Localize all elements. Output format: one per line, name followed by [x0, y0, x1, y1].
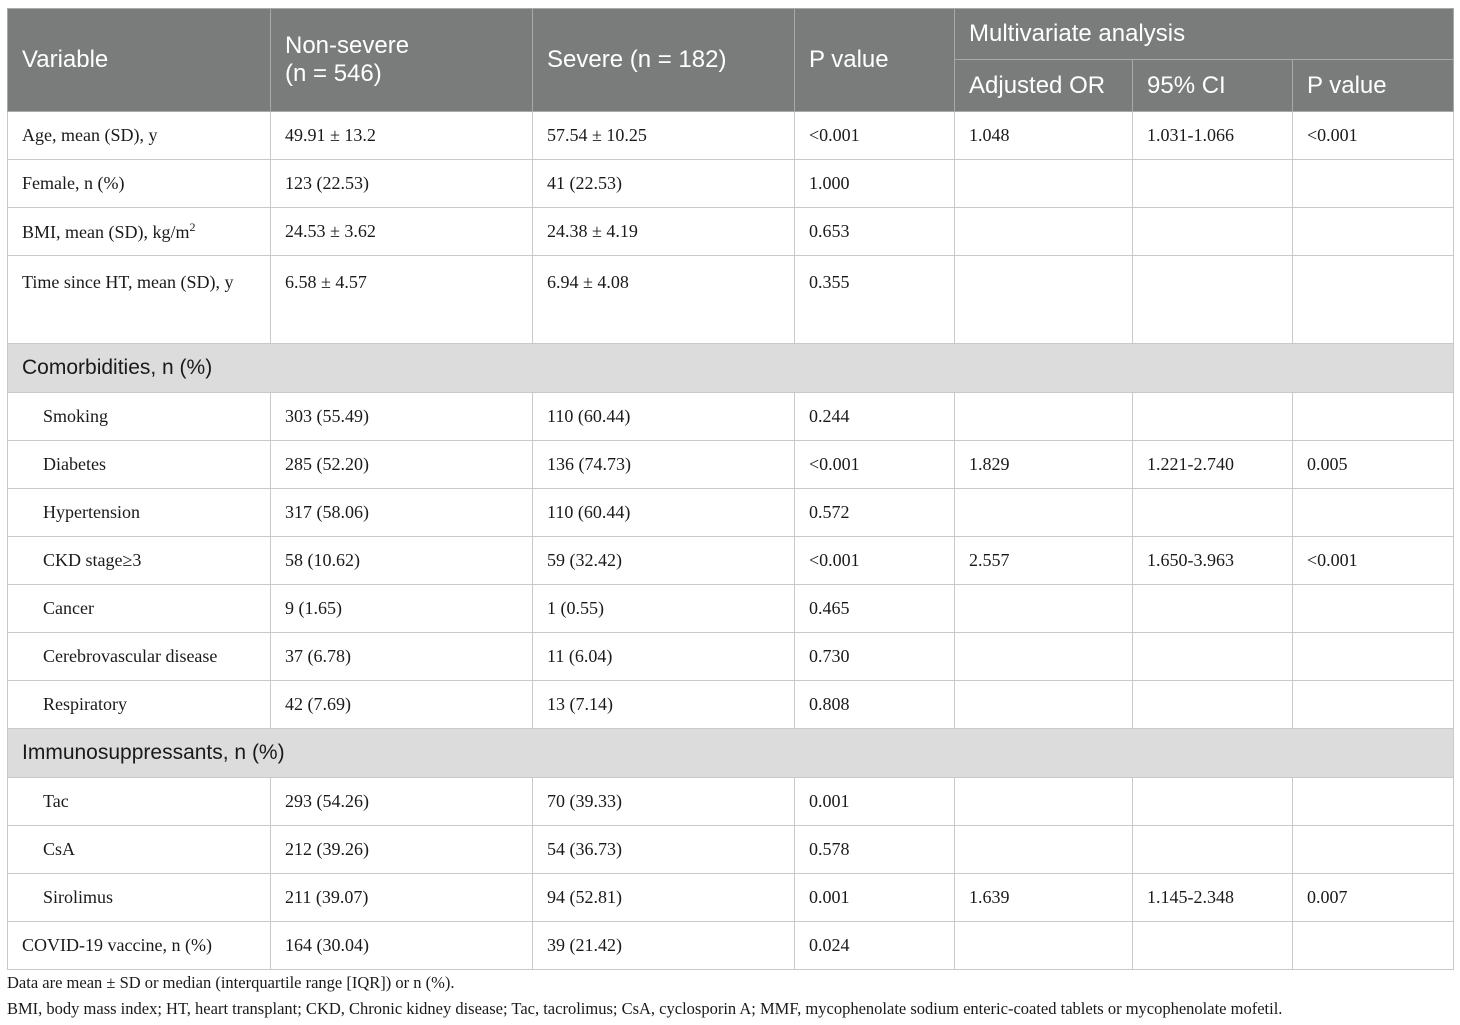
cell-ci [1133, 681, 1293, 729]
cell-variable [8, 489, 271, 537]
cell-p-value: 0.653 [795, 208, 955, 256]
cell-p-value: 0.024 [795, 922, 955, 970]
cell-severe: 39 (21.42) [533, 922, 795, 970]
variable-label: Hypertension [43, 502, 140, 522]
cell-variable [8, 393, 271, 441]
cell-adjusted-or: 1.639 [955, 874, 1133, 922]
table-notes [7, 970, 1453, 1022]
cell-severe: 6.94 ± 4.08 [533, 256, 795, 344]
cell-adjusted-or [955, 633, 1133, 681]
cell-adjusted-or [955, 922, 1133, 970]
cell-variable [8, 778, 271, 826]
cell-ci [1133, 256, 1293, 344]
cell-multi-p-value [1293, 489, 1454, 537]
cell-variable [8, 537, 271, 585]
cell-variable [8, 922, 271, 970]
cell-p-value: 0.808 [795, 681, 955, 729]
table-row [8, 256, 1454, 344]
cell-ci [1133, 922, 1293, 970]
cell-non-severe: 212 (39.26) [271, 826, 533, 874]
variable-label: Cancer [43, 598, 94, 618]
cell-adjusted-or [955, 208, 1133, 256]
variable-label: Diabetes [43, 454, 106, 474]
cell-non-severe: 9 (1.65) [271, 585, 533, 633]
section-row [8, 344, 1454, 393]
cell-non-severe: 123 (22.53) [271, 160, 533, 208]
cell-severe: 110 (60.44) [533, 393, 795, 441]
cell-p-value: 0.001 [795, 874, 955, 922]
cell-severe: 13 (7.14) [533, 681, 795, 729]
cell-variable [8, 112, 271, 160]
cell-adjusted-or [955, 160, 1133, 208]
cell-multi-p-value [1293, 585, 1454, 633]
cell-severe: 110 (60.44) [533, 489, 795, 537]
cell-variable [8, 633, 271, 681]
cell-adjusted-or [955, 681, 1133, 729]
table-row [8, 826, 1454, 874]
cell-ci [1133, 393, 1293, 441]
cell-variable [8, 256, 271, 344]
cell-p-value: 0.578 [795, 826, 955, 874]
table-body [8, 112, 1454, 970]
section-row [8, 729, 1454, 778]
cell-multi-p-value: 0.007 [1293, 874, 1454, 922]
cell-adjusted-or: 1.829 [955, 441, 1133, 489]
cell-p-value: <0.001 [795, 537, 955, 585]
cell-multi-p-value [1293, 633, 1454, 681]
header-multivariate: Multivariate analysis [955, 9, 1454, 60]
header-ci: 95% CI [1133, 60, 1293, 112]
cell-p-value: <0.001 [795, 441, 955, 489]
cell-non-severe: 317 (58.06) [271, 489, 533, 537]
cell-non-severe: 24.53 ± 3.62 [271, 208, 533, 256]
cell-p-value: 0.572 [795, 489, 955, 537]
cell-severe: 11 (6.04) [533, 633, 795, 681]
cell-adjusted-or: 1.048 [955, 112, 1133, 160]
cell-ci [1133, 826, 1293, 874]
cell-non-severe: 58 (10.62) [271, 537, 533, 585]
cell-ci [1133, 160, 1293, 208]
header-severe: Severe (n = 182) [533, 9, 795, 112]
cell-multi-p-value [1293, 681, 1454, 729]
superscript: 2 [189, 220, 196, 234]
table-row [8, 208, 1454, 256]
cell-adjusted-or: 2.557 [955, 537, 1133, 585]
cell-multi-p-value [1293, 778, 1454, 826]
table-row [8, 922, 1454, 970]
cell-non-severe: 164 (30.04) [271, 922, 533, 970]
cell-multi-p-value: <0.001 [1293, 112, 1454, 160]
cell-variable [8, 160, 271, 208]
cell-adjusted-or [955, 826, 1133, 874]
cell-variable [8, 208, 271, 256]
cell-ci: 1.145-2.348 [1133, 874, 1293, 922]
cell-non-severe: 211 (39.07) [271, 874, 533, 922]
cell-p-value: <0.001 [795, 112, 955, 160]
cell-p-value: 0.465 [795, 585, 955, 633]
variable-label: COVID-19 vaccine, n (%) [22, 935, 212, 955]
variable-label: Cerebrovascular disease [43, 646, 218, 666]
table-row [8, 778, 1454, 826]
cell-variable [8, 681, 271, 729]
cell-ci [1133, 208, 1293, 256]
header-non-severe [271, 9, 533, 112]
variable-label: CsA [43, 839, 76, 859]
cell-non-severe: 49.91 ± 13.2 [271, 112, 533, 160]
cell-severe: 54 (36.73) [533, 826, 795, 874]
cell-variable [8, 826, 271, 874]
cell-severe: 59 (32.42) [533, 537, 795, 585]
variable-label: CKD stage≥3 [43, 550, 142, 570]
cell-non-severe: 37 (6.78) [271, 633, 533, 681]
table-row [8, 681, 1454, 729]
cell-multi-p-value: 0.005 [1293, 441, 1454, 489]
table-row [8, 633, 1454, 681]
table-row [8, 585, 1454, 633]
cell-ci [1133, 585, 1293, 633]
cell-p-value: 0.355 [795, 256, 955, 344]
cell-non-severe: 6.58 ± 4.57 [271, 256, 533, 344]
section-label: Comorbidities, n (%) [8, 344, 1454, 393]
cell-ci: 1.221-2.740 [1133, 441, 1293, 489]
cell-multi-p-value [1293, 393, 1454, 441]
cell-severe: 57.54 ± 10.25 [533, 112, 795, 160]
cell-adjusted-or [955, 393, 1133, 441]
cell-adjusted-or [955, 585, 1133, 633]
table-row [8, 393, 1454, 441]
cell-severe: 136 (74.73) [533, 441, 795, 489]
variable-label: Respiratory [43, 694, 127, 714]
cell-ci [1133, 489, 1293, 537]
results-table [7, 8, 1454, 970]
cell-ci: 1.031-1.066 [1133, 112, 1293, 160]
variable-label: Age, mean (SD), y [22, 125, 158, 145]
cell-non-severe: 293 (54.26) [271, 778, 533, 826]
cell-multi-p-value [1293, 208, 1454, 256]
cell-non-severe: 42 (7.69) [271, 681, 533, 729]
table-row [8, 441, 1454, 489]
cell-multi-p-value [1293, 922, 1454, 970]
cell-adjusted-or [955, 489, 1133, 537]
table-row [8, 874, 1454, 922]
variable-label: Sirolimus [43, 887, 114, 907]
cell-ci [1133, 778, 1293, 826]
cell-variable [8, 874, 271, 922]
cell-multi-p-value [1293, 160, 1454, 208]
cell-p-value: 1.000 [795, 160, 955, 208]
cell-non-severe: 303 (55.49) [271, 393, 533, 441]
header-variable: Variable [8, 9, 271, 112]
cell-severe: 41 (22.53) [533, 160, 795, 208]
header-adjusted-or: Adjusted OR [955, 60, 1133, 112]
cell-ci: 1.650-3.963 [1133, 537, 1293, 585]
cell-multi-p-value [1293, 826, 1454, 874]
table-row [8, 537, 1454, 585]
header-non-severe-label: Non-severe (n = 546) [285, 32, 410, 87]
cell-severe: 24.38 ± 4.19 [533, 208, 795, 256]
note-line: Data are mean ± SD or median (interquartile range [IQR]) or n (%). [7, 973, 455, 992]
variable-label: Smoking [43, 406, 109, 426]
variable-label: BMI, mean (SD), kg/m [22, 222, 190, 242]
cell-non-severe: 285 (52.20) [271, 441, 533, 489]
table-row [8, 112, 1454, 160]
cell-ci [1133, 633, 1293, 681]
table-header [8, 9, 1454, 112]
variable-label: Female, n (%) [22, 173, 125, 193]
cell-multi-p-value: <0.001 [1293, 537, 1454, 585]
header-multi-p-value: P value [1293, 60, 1454, 112]
table-row [8, 489, 1454, 537]
header-p-value: P value [795, 9, 955, 112]
cell-p-value: 0.244 [795, 393, 955, 441]
section-label: Immunosuppressants, n (%) [8, 729, 1454, 778]
cell-severe: 94 (52.81) [533, 874, 795, 922]
table-row [8, 160, 1454, 208]
cell-variable [8, 441, 271, 489]
cell-adjusted-or [955, 256, 1133, 344]
variable-label: Tac [43, 791, 69, 811]
cell-severe: 1 (0.55) [533, 585, 795, 633]
cell-multi-p-value [1293, 256, 1454, 344]
cell-severe: 70 (39.33) [533, 778, 795, 826]
cell-adjusted-or [955, 778, 1133, 826]
cell-variable [8, 585, 271, 633]
variable-label: Time since HT, mean (SD), y [22, 272, 234, 292]
cell-p-value: 0.730 [795, 633, 955, 681]
cell-p-value: 0.001 [795, 778, 955, 826]
note-line: BMI, body mass index; HT, heart transplant; CKD, Chronic kidney disease; Tac, tacrolimus; CsA, cyclosporin A; MMF, mycophenolate sodium enteric-coated tablets or mycophenolate mofetil. [7, 999, 1283, 1018]
